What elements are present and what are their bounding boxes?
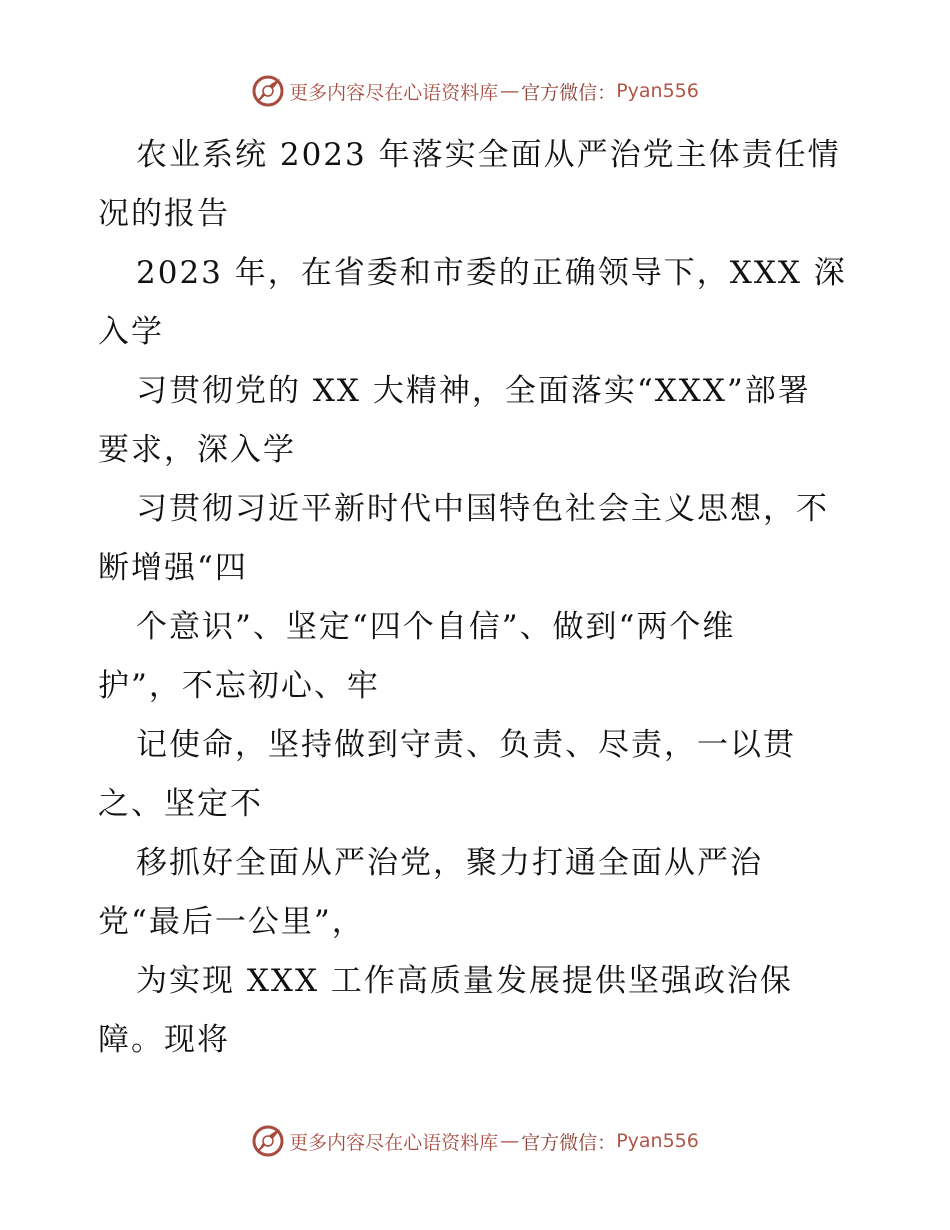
paragraph-line: 2023 年，在省委和市委的正确领导下，XXX 深 [136, 255, 847, 291]
paragraph-line: 要求，深入学 [98, 432, 296, 468]
header-watermark [0, 74, 950, 108]
paragraph-line: 之、坚定不 [98, 786, 263, 822]
document-body [98, 126, 858, 1070]
paragraph-line: 移抓好全面从严治党，聚力打通全面从严治 [136, 845, 763, 881]
paragraph-line: 记使命，坚持做到守责、负责、尽责，一以贯 [136, 727, 796, 763]
watermark-dash: — [500, 1130, 520, 1152]
watermark-wechat-label: 官方微信： [521, 1131, 617, 1154]
quill-pen-logo-icon [251, 1124, 285, 1158]
paragraph-line: 断增强“四 [98, 550, 248, 586]
paragraph-line: 入学 [98, 314, 164, 350]
paragraph-line: 障。现将 [98, 1022, 230, 1058]
paragraph-line: 个意识”、坚定“四个自信”、做到“两个维 [136, 609, 736, 645]
document-title-line-2: 况的报告 [98, 196, 230, 232]
quill-pen-logo-icon [251, 74, 285, 108]
paragraph-line: 党“最后一公里”， [98, 904, 365, 940]
paragraph-line: 护”，不忘初心、牢 [98, 668, 380, 704]
document-title-line-1: 农业系统 2023 年落实全面从严治党主体责任情 [136, 137, 841, 173]
watermark-brand: 更多内容尽在心语资料库 [289, 81, 499, 104]
paragraph-line: 习贯彻党的 XX 大精神，全面落实“XXX”部署 [136, 373, 811, 409]
watermark-account: Pyan556 [616, 80, 699, 102]
watermark-wechat-label: 官方微信： [521, 81, 617, 104]
watermark-dash: — [500, 80, 520, 102]
footer-watermark [0, 1124, 950, 1158]
watermark-brand: 更多内容尽在心语资料库 [289, 1131, 499, 1154]
paragraph-line: 为实现 XXX 工作高质量发展提供坚强政治保 [136, 963, 793, 999]
paragraph-line: 习贯彻习近平新时代中国特色社会主义思想，不 [136, 491, 829, 527]
watermark-account: Pyan556 [616, 1130, 699, 1152]
